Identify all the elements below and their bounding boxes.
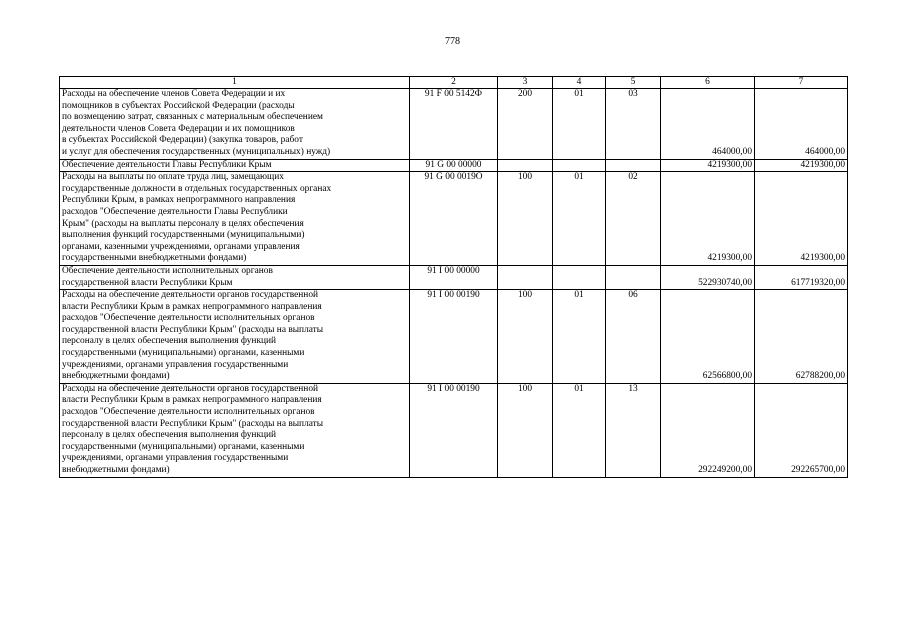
row-code-cell: 91 F 00 5142Ф [410,89,498,160]
header-cell: 4 [553,77,606,89]
page-number: 778 [445,36,460,47]
row-subsection-cell: 06 [606,290,661,384]
header-cell: 7 [755,77,848,89]
row-amount-6-cell: 4219300,00 [661,159,755,172]
table-row [60,172,848,266]
table-row [60,290,848,384]
row-code-cell: 91 I 00 00000 [410,265,498,289]
header-cell: 1 [60,77,410,89]
row-name-cell: Обеспечение деятельности Главы Республики Крым [60,159,410,172]
row-type-cell [498,265,553,289]
table-row [60,159,848,172]
row-name-cell: Расходы на выплаты по оплате труда лиц, замещающих государственные должности в отдельных государственных органах Республики Крым, в рамках непрограммного направления расходов "Обеспечение деятельности Главы Республики Крым" (расходы на выплаты персоналу в целях обеспечения выполнения функций государственными (муниципальными) органами, казенными учреждениями, органами управления государственными внебюджетными фондами) [60,172,410,266]
row-subsection-cell [606,159,661,172]
row-code-cell: 91 I 00 00190 [410,290,498,384]
row-amount-6-cell: 522930740,00 [661,265,755,289]
row-section-cell: 01 [553,172,606,266]
row-name-cell: Расходы на обеспечение деятельности органов государственной власти Республики Крым в рамках непрограммного направления расходов "Обеспечение деятельности исполнительных органов государственной власти Республики Крым" (расходы на выплаты персоналу в целях обеспечения выполнения функций государственными (муниципальными) органами, казенными учреждениями, органами управления государственными внебюджетными фондами) [60,383,410,477]
row-code-cell: 91 G 00 00000 [410,159,498,172]
header-cell: 6 [661,77,755,89]
row-section-cell: 01 [553,290,606,384]
row-amount-6-cell: 292249200,00 [661,383,755,477]
row-section-cell: 01 [553,383,606,477]
row-amount-6-cell: 62566800,00 [661,290,755,384]
row-section-cell: 01 [553,89,606,160]
table-row [60,265,848,289]
row-amount-7-cell: 292265700,00 [755,383,848,477]
row-section-cell [553,265,606,289]
header-cell: 3 [498,77,553,89]
row-type-cell: 100 [498,172,553,266]
row-type-cell: 100 [498,383,553,477]
row-amount-7-cell: 4219300,00 [755,172,848,266]
row-amount-7-cell: 617719320,00 [755,265,848,289]
row-subsection-cell: 13 [606,383,661,477]
row-subsection-cell: 02 [606,172,661,266]
header-row [60,77,848,89]
table-row [60,383,848,477]
row-type-cell [498,159,553,172]
row-amount-7-cell: 464000,00 [755,89,848,160]
row-subsection-cell [606,265,661,289]
table-row [60,89,848,160]
budget-table [59,76,848,478]
row-name-cell: Обеспечение деятельности исполнительных органов государственной власти Республики Крым [60,265,410,289]
header-cell: 2 [410,77,498,89]
row-subsection-cell: 03 [606,89,661,160]
row-amount-7-cell: 4219300,00 [755,159,848,172]
header-cell: 5 [606,77,661,89]
row-amount-6-cell: 464000,00 [661,89,755,160]
row-code-cell: 91 G 00 0019О [410,172,498,266]
row-section-cell [553,159,606,172]
row-amount-6-cell: 4219300,00 [661,172,755,266]
row-name-cell: Расходы на обеспечение членов Совета Федерации и их помощников в субъектах Российской Федерации (расходы по возмещению затрат, связанных с материальным обеспечением деятельности членов Совета Федерации и их помощников в субъектах Российской Федерации) (закупка товаров, работ и услуг для обеспечения государственных (муниципальных) нужд) [60,89,410,160]
row-type-cell: 200 [498,89,553,160]
row-code-cell: 91 I 00 00190 [410,383,498,477]
row-name-cell: Расходы на обеспечение деятельности органов государственной власти Республики Крым в рамках непрограммного направления расходов "Обеспечение деятельности исполнительных органов государственной власти Республики Крым" (расходы на выплаты персоналу в целях обеспечения выполнения функций государственными (муниципальными) органами, казенными учреждениями, органами управления государственными внебюджетными фондами) [60,290,410,384]
row-type-cell: 100 [498,290,553,384]
row-amount-7-cell: 62788200,00 [755,290,848,384]
